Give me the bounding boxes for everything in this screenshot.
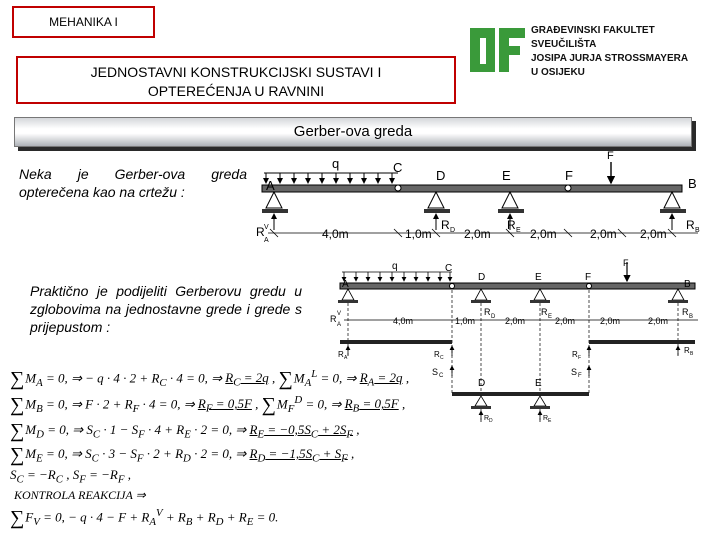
reaction-label: R <box>256 225 265 239</box>
load-q-label: q <box>392 261 398 272</box>
point-label: E <box>535 378 542 389</box>
row2-subscript: F <box>578 355 582 361</box>
reaction-subscript: E <box>548 314 553 320</box>
point-label: B <box>684 279 691 290</box>
title-line-1: JEDNOSTAVNI KONSTRUKCIJSKI SUSTAVI I <box>90 64 382 80</box>
row3-label: S <box>432 367 439 377</box>
point-label: A <box>342 279 349 290</box>
reaction-subscript: E <box>516 227 521 234</box>
faculty-line: JOSIPA JURJA STROSSMAYERA <box>531 53 689 64</box>
faculty-line: GRAĐEVINSKI FAKULTET <box>531 25 655 36</box>
row4-label: R <box>484 415 490 422</box>
row2-label: R <box>434 350 440 359</box>
reaction-subscript: B <box>695 227 700 234</box>
row3-subscript: C <box>439 373 444 379</box>
row4-subscript: E <box>548 418 552 424</box>
reaction-label: R <box>330 314 337 324</box>
equation-control-sum: $\sum F_V = 0$, − $q \cdot 4 - F + R_A^V + R_B + R_D + R_E = 0$. <box>10 507 279 530</box>
reaction-label: R <box>686 218 695 232</box>
row2-subscript: A <box>344 355 348 361</box>
point-label: D <box>478 378 486 389</box>
reaction-subscript: A <box>337 322 342 328</box>
dimension-label: 2,0m <box>590 227 617 241</box>
main-beam <box>256 150 700 244</box>
point-label: D <box>478 272 486 283</box>
point-label: C <box>393 160 403 175</box>
reaction-superscript: V <box>264 224 269 231</box>
row2-label: R <box>572 350 578 359</box>
section-banner: Gerber-ova greda <box>14 117 692 147</box>
dimension-label: 4,0m <box>393 316 414 326</box>
point-label: D <box>436 168 446 183</box>
load-f-label: F <box>623 258 629 268</box>
point-label: C <box>445 263 453 274</box>
dimension-label: 2,0m <box>640 227 667 241</box>
dimension-label: 2,0m <box>555 316 576 326</box>
reaction-superscript: V <box>337 311 342 317</box>
slide-title <box>16 56 456 104</box>
dimension-label: 2,0m <box>600 316 621 326</box>
dimension-label: 1,0m <box>405 227 432 241</box>
dimension-label: 1,0m <box>455 316 476 326</box>
point-label: F <box>585 272 592 283</box>
reaction-label: R <box>541 307 548 317</box>
load-q-label: q <box>332 156 340 171</box>
dimension-label: 2,0m <box>505 316 526 326</box>
row2-label: R <box>338 350 344 359</box>
point-label: E <box>535 272 542 283</box>
dimension-label: 2,0m <box>530 227 557 241</box>
split-paragraph: Praktično je podijeliti Gerberovu gredu u zglobovima na jednostavne grede i grede s prijepustom : <box>30 283 302 335</box>
control-heading: KONTROLA REAKCIJA ⇒ <box>14 488 146 502</box>
title-line-2: OPTEREĆENJA U RAVNINI <box>147 83 325 99</box>
point-label: E <box>502 168 511 183</box>
equation-moment-b: $\sum M_B = 0$, ⇒ $F \cdot 2 + R_F \cdot 4 = 0$, ⇒ $R_F = 0,5F$ , $\sum M_F^D = 0$, ⇒ $R_B = 0,5F$ , <box>10 394 406 417</box>
equation-moment-a: $\sum M_A = 0$, ⇒ − $q \cdot 4 \cdot 2 + R_C \cdot 4 = 0$, ⇒ $R_C = 2q$ , $\sum M_A^L = 0$, ⇒ $R_A = 2q$ , <box>10 368 410 391</box>
dimension-label: 4,0m <box>322 227 349 241</box>
faculty-line: U OSIJEKU <box>531 67 585 78</box>
reaction-label: R <box>507 218 516 232</box>
reaction-label: R <box>484 307 491 317</box>
row2-subscript: C <box>440 355 444 361</box>
row3-subscript: F <box>578 373 582 379</box>
course-label: MEHANIKA I <box>12 6 155 38</box>
intro-paragraph: Neka je Gerber-ova greda opterečena kao na crtežu : <box>19 166 247 200</box>
dimension-label: 2,0m <box>464 227 491 241</box>
reaction-subscript: D <box>450 227 456 234</box>
row3-label: S <box>571 367 578 377</box>
equation-moment-d: $\sum M_D = 0$, ⇒ $S_C \cdot 1 - S_F \cdot 4 + R_E \cdot 2 = 0$, ⇒ $R_E = -0,5S_C + 2S_F$ , <box>10 420 360 442</box>
faculty-line: SVEUČILIŠTA <box>531 39 597 50</box>
equation-internal-forces: $S_C = -R_C$ , $S_F = -R_F$ , <box>10 467 131 486</box>
point-label: B <box>688 176 697 191</box>
row4-label: R <box>543 415 549 422</box>
load-f-label: F <box>607 150 614 162</box>
reaction-subscript: B <box>689 314 694 320</box>
faculty-name <box>531 24 716 80</box>
reaction-label: R <box>682 307 689 317</box>
dimension-label: 2,0m <box>648 316 669 326</box>
reaction-subscript: D <box>491 314 496 320</box>
point-label: A <box>266 178 275 193</box>
row2-subscript: B <box>690 351 694 357</box>
equation-moment-e: $\sum M_E = 0$, ⇒ $S_C \cdot 3 - S_F \cdot 2 + R_D \cdot 2 = 0$, ⇒ $R_D = -1,5S_C + S_F$ , <box>10 444 355 466</box>
reaction-subscript: A <box>264 237 269 244</box>
point-label: F <box>565 168 573 183</box>
row2-label: R <box>684 346 690 355</box>
reaction-label: R <box>441 218 450 232</box>
row4-subscript: D <box>489 418 493 424</box>
faculty-logo-icon <box>470 26 526 76</box>
